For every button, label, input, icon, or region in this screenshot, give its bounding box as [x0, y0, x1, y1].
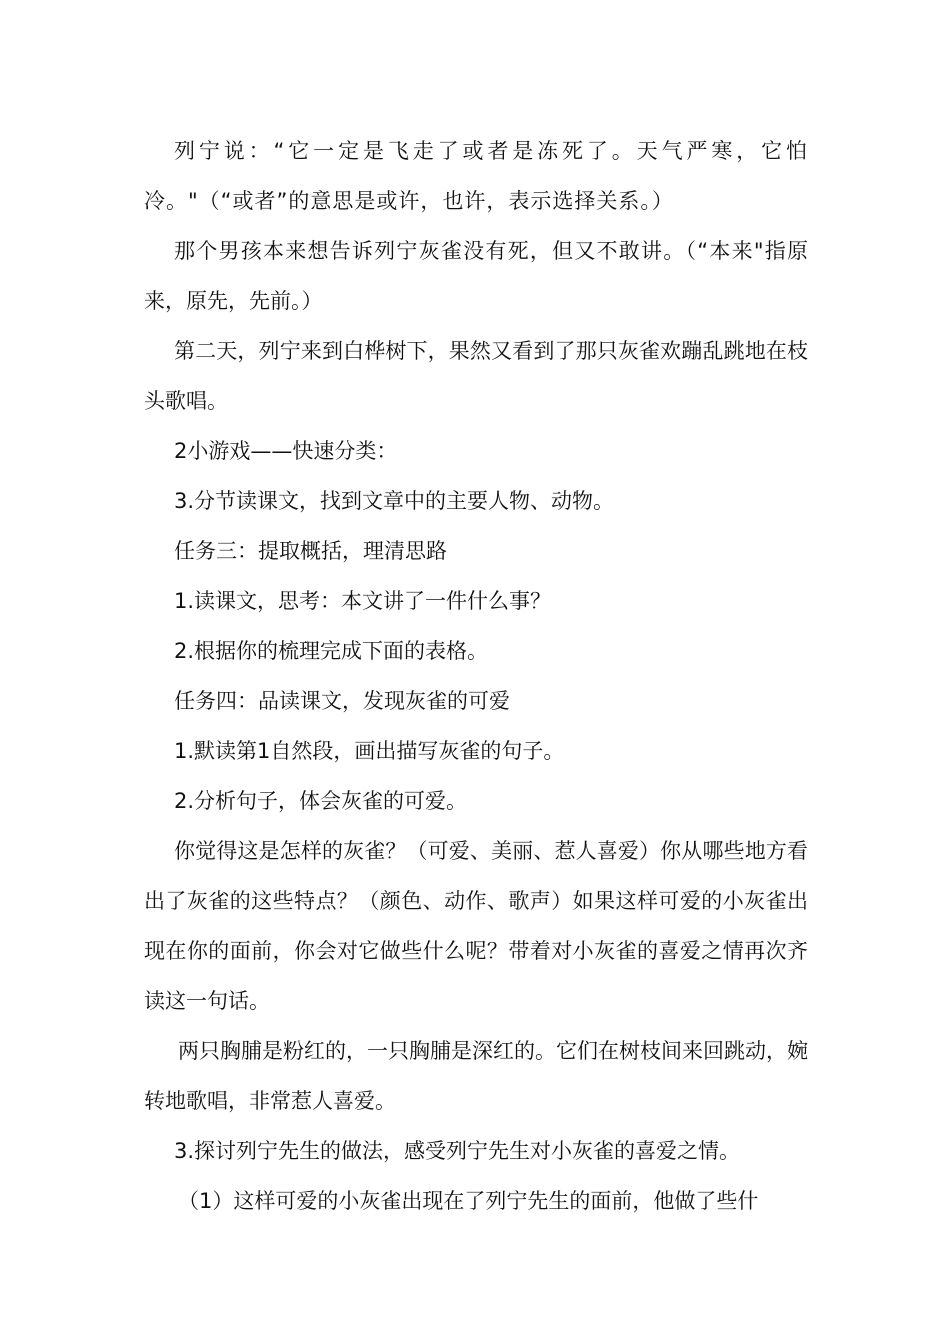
paragraph-fill-table: 2.根据你的梳理完成下面的表格。	[174, 639, 489, 663]
paragraph-game: 2小游戏——快速分类：	[174, 439, 398, 463]
paragraph-task-four: 任务四：品读课文，发现灰雀的可爱	[174, 689, 510, 713]
paragraph-sparrows: 两只胸脯是粉红的，一只胸脯是深红的。它们在树枝间来回跳动，婉转地歌唱，非常惹人喜爱。	[144, 1039, 808, 1113]
paragraph-lenin-quote: 列宁说：“它一定是飞走了或者是冻死了。天气严寒，它怕冷。"（“或者”的意思是或许，也许，表示选择关系。）	[144, 139, 808, 213]
paragraph-analyze: 2.分析句子，体会灰雀的可爱。	[174, 789, 468, 813]
paragraph-next-day: 第二天，列宁来到白桦树下，果然又看到了那只灰雀欢蹦乱跳地在枝头歌唱。	[144, 339, 808, 413]
paragraph-read-think: 1.读课文，思考：本文讲了一件什么事？	[174, 589, 552, 613]
document-body	[144, 126, 808, 1226]
paragraph-boy: 那个男孩本来想告诉列宁灰雀没有死，但又不敢讲。（“本来"指原来，原先，先前。）	[144, 239, 808, 313]
paragraph-silent-read: 1.默读第1自然段，画出描写灰雀的句子。	[174, 739, 565, 763]
paragraph-explore: 3.探讨列宁先生的做法，感受列宁先生对小灰雀的喜爱之情。	[174, 1139, 741, 1163]
paragraph-task-three: 任务三：提取概括，理清思路	[174, 539, 447, 563]
paragraph-questions: 你觉得这是怎样的灰雀？（可爱、美丽、惹人喜爱）你从哪些地方看出了灰雀的这些特点？（颜色、动作、歌声）如果这样可爱的小灰雀出现在你的面前，你会对它做些什么呢？带着对小灰雀的喜爱之情再次齐读这一句话。	[144, 839, 808, 1013]
paragraph-read-sections: 3.分节读课文，找到文章中的主要人物、动物。	[174, 489, 615, 513]
paragraph-question-one: （1）这样可爱的小灰雀出现在了列宁先生的面前，他做了些什	[178, 1189, 759, 1213]
